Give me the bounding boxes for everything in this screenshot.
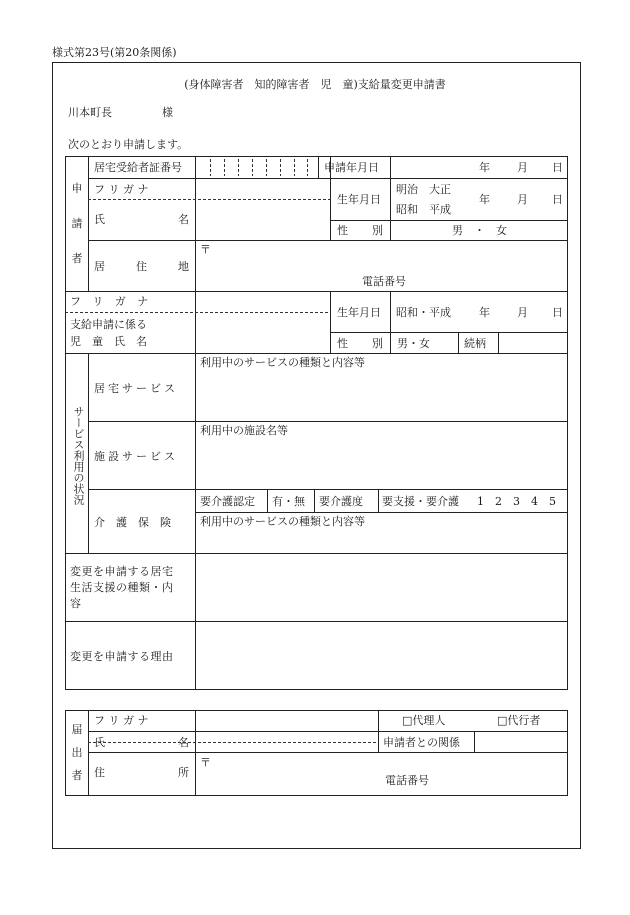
relation-label: 申請者との関係	[383, 736, 460, 749]
postal-mark: 〒	[200, 243, 211, 256]
submitter-address-input[interactable]	[212, 755, 566, 773]
care-service-input[interactable]	[197, 530, 566, 552]
form-reference: 様式第23号(第20条関係)	[52, 46, 177, 59]
applicant-group-char-2: 請	[71, 217, 83, 230]
date-unit-day: 日	[552, 161, 563, 174]
addressee: 川本町長	[68, 106, 112, 119]
home-service-note: 利用中のサービスの種類と内容等	[200, 356, 365, 369]
child-eras: 昭和・平成	[396, 306, 451, 319]
change-type-label-line2: 生活支援の種類・内	[70, 581, 174, 594]
child-birth-unit-day: 日	[552, 306, 563, 319]
applicant-phone-label: 電話番号	[362, 275, 406, 288]
change-reason-label: 変更を申請する理由	[70, 650, 174, 663]
service-status-group-label: サービス利用の状況	[72, 405, 85, 505]
child-birth-unit-month: 月	[517, 306, 528, 319]
care-level-4[interactable]: 4	[531, 495, 538, 508]
agent-checkbox[interactable]: □代理人	[402, 714, 446, 727]
submitter-group-char-3: 者	[71, 769, 83, 782]
submitter-address-label-2: 所	[178, 766, 189, 779]
proxy-checkbox[interactable]: □代行者	[497, 714, 541, 727]
submitter-furigana-label: フ リ ガ ナ	[94, 714, 149, 727]
submitter-name-label-1: 氏	[94, 736, 105, 749]
change-type-label-line3: 容	[70, 597, 81, 610]
cert-number-input[interactable]	[197, 158, 317, 177]
care-service-note: 利用中のサービスの種類と内容等	[200, 515, 365, 528]
change-reason-input[interactable]	[197, 623, 566, 688]
care-insurance-label: 介 護 保 険	[94, 516, 171, 529]
submitter-furigana-input[interactable]	[197, 712, 377, 730]
cert-number-label: 居宅受給者証番号	[94, 161, 182, 174]
submitter-group-char-2: 出	[71, 746, 83, 759]
care-level-3[interactable]: 3	[513, 495, 520, 508]
applicant-birthdate-label: 生年月日	[337, 193, 381, 206]
applicant-sex-options[interactable]: 男 ・ 女	[452, 224, 507, 237]
child-furigana-input[interactable]	[197, 293, 329, 311]
applicant-name-label-2: 名	[178, 213, 189, 226]
applicant-furigana-label: フ リ ガ ナ	[94, 183, 149, 196]
birth-unit-month: 月	[517, 193, 528, 206]
applicant-furigana-input[interactable]	[197, 180, 329, 198]
applicant-eras-line2: 昭和 平成	[396, 203, 451, 216]
applicant-sex-label-2: 別	[372, 224, 383, 237]
home-service-input[interactable]	[197, 371, 566, 420]
child-name-label-line2: 児 童 氏 名	[70, 335, 147, 348]
applicant-group-char-3: 者	[71, 252, 83, 265]
care-level-2[interactable]: 2	[495, 495, 502, 508]
facility-service-label: 施設サービス	[94, 450, 178, 463]
applicant-address-label-3: 地	[178, 260, 189, 273]
relation-input[interactable]	[476, 733, 566, 751]
birth-unit-day: 日	[552, 193, 563, 206]
change-type-label-line1: 変更を申請する居宅	[70, 565, 174, 578]
submitter-name-input[interactable]	[197, 733, 377, 751]
date-unit-year: 年	[479, 161, 490, 174]
applicant-name-input[interactable]	[197, 201, 329, 239]
care-level-5[interactable]: 5	[549, 495, 556, 508]
care-level-options[interactable]: 要支援・要介護	[382, 495, 459, 508]
application-date-label: 申請年月日	[324, 161, 379, 174]
child-furigana-label: フ リ ガ ナ	[70, 295, 149, 308]
care-cert-options[interactable]: 有・無	[272, 495, 305, 508]
submitter-address-label-1: 住	[94, 766, 105, 779]
child-relation-input[interactable]	[500, 334, 566, 352]
form-title: (身体障害者 知的障害者 児 童)支給量変更申請書	[184, 78, 446, 91]
intro-text: 次のとおり申請します。	[68, 138, 189, 151]
child-birth-unit-year: 年	[479, 306, 490, 319]
home-service-label: 居宅サービス	[94, 382, 178, 395]
care-level-label: 要介護度	[319, 495, 363, 508]
applicant-name-label-1: 氏	[94, 213, 105, 226]
child-sex-label-1: 性	[337, 337, 348, 350]
applicant-address-input[interactable]	[212, 243, 566, 271]
child-birthdate-label: 生年月日	[337, 306, 381, 319]
child-sex-label-2: 別	[372, 337, 383, 350]
submitter-postal-mark: 〒	[200, 756, 211, 769]
facility-service-note: 利用中の施設名等	[200, 424, 288, 437]
child-name-label-line1: 支給申請に係る	[70, 318, 147, 331]
applicant-eras-line1: 明治 大正	[396, 183, 451, 196]
submitter-group-char-1: 届	[71, 723, 83, 736]
applicant-address-label-2: 住	[136, 260, 147, 273]
applicant-address-label-1: 居	[94, 260, 105, 273]
change-type-input[interactable]	[197, 555, 566, 620]
child-sex-options[interactable]: 男・女	[397, 337, 430, 350]
applicant-group-char-1: 申	[71, 182, 83, 195]
care-cert-label: 要介護認定	[200, 495, 255, 508]
submitter-phone-label: 電話番号	[385, 774, 429, 787]
facility-service-input[interactable]	[197, 439, 566, 488]
care-level-1[interactable]: 1	[477, 495, 484, 508]
addressee-suffix: 様	[162, 106, 173, 119]
applicant-sex-label-1: 性	[337, 224, 348, 237]
birth-unit-year: 年	[479, 193, 490, 206]
date-unit-month: 月	[517, 161, 528, 174]
child-relation-label: 続柄	[464, 337, 486, 350]
submitter-name-label-2: 名	[178, 736, 189, 749]
child-name-input[interactable]	[197, 314, 329, 352]
